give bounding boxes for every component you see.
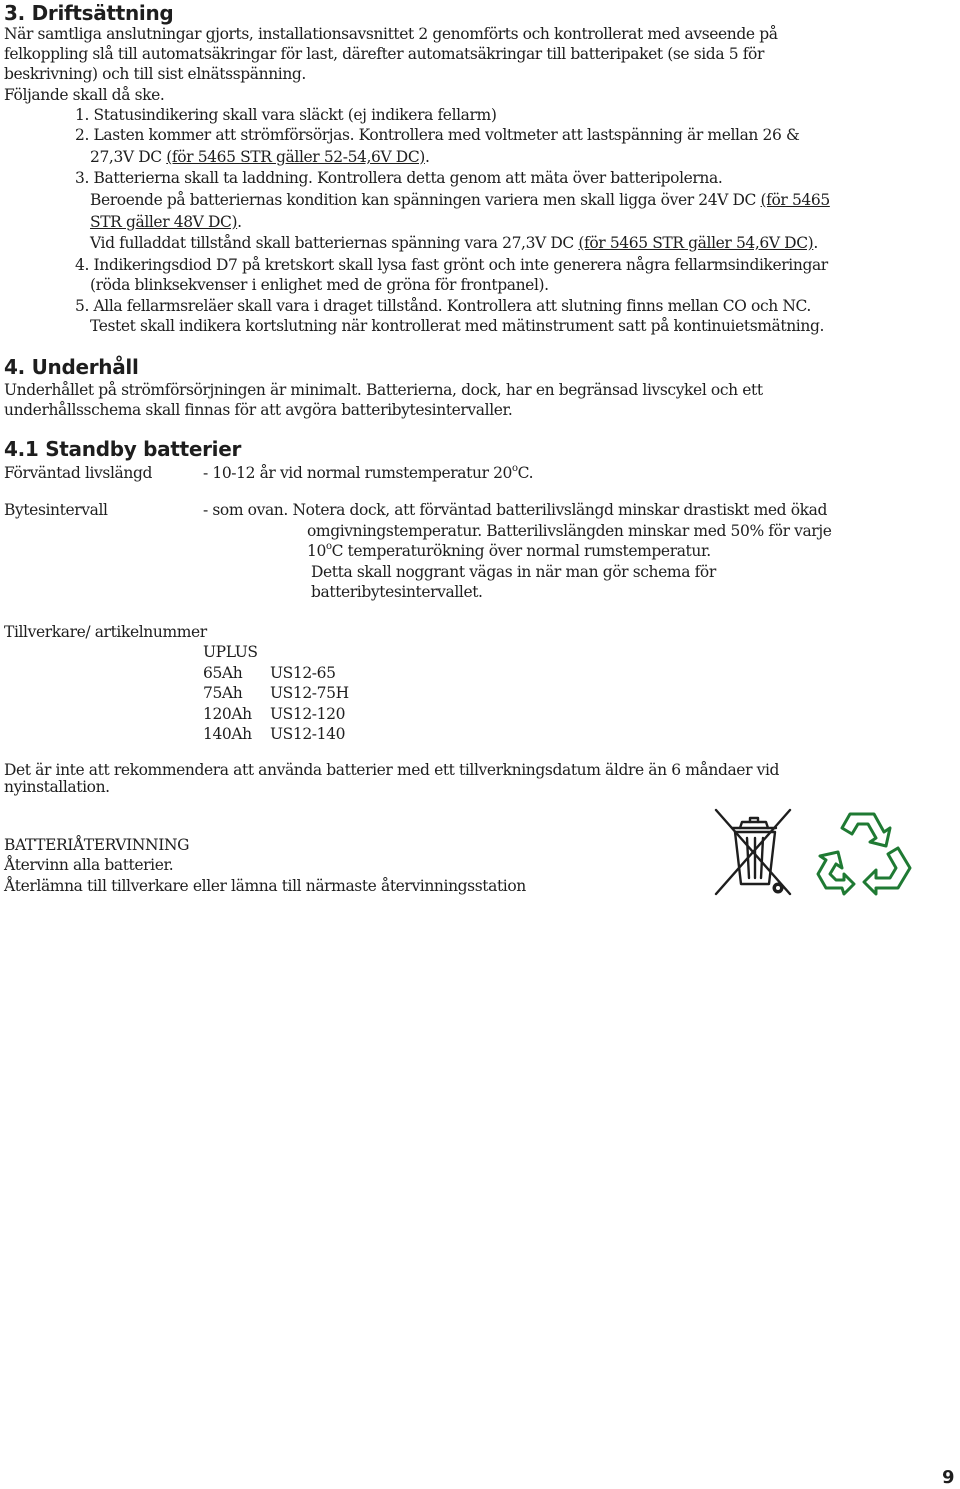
list-item-1: 1. Statusindikering skall vara släckt (ej indikera fellarm) <box>75 106 497 124</box>
interval-line-4: Detta skall noggrant vägas in när man gör schema för <box>311 563 716 581</box>
intro-line-3: beskrivning) och till sist elnätsspänning. <box>4 65 306 83</box>
interval-line-1: - som ovan. Notera dock, att förväntad batterilivslängd minskar drastiskt med ökad <box>203 501 828 519</box>
model-article: US12-65 <box>270 664 336 682</box>
intro-line-1: När samtliga anslutningar gjorts, installationsavsnittet 2 genomförts och kontrollerat med avseende på <box>4 25 778 43</box>
list-item-5-line-2: Testet skall indikera kortslutning när kontrollerat med mätinstrument satt på kontinuietsmätning. <box>90 317 824 335</box>
list-item-4-line-2: (röda blinksekvenser i enlighet med de gröna för frontpanel). <box>90 276 549 294</box>
model-article: US12-75H <box>270 684 349 702</box>
following-text: Följande skall då ske. <box>4 86 165 104</box>
list-item-2-line-2: 27,3V DC (för 5465 STR gäller 52-54,6V DC). <box>90 148 430 166</box>
recycling-line-2: Återlämna till tillverkare eller lämna till närmaste återvinningsstation <box>4 877 526 895</box>
recycling-title: BATTERIÅTERVINNING <box>4 836 190 854</box>
interval-label: Bytesintervall <box>4 501 108 519</box>
intro-line-2: felkoppling slå till automatsäkringar för last, därefter automatsäkringar till batteripaket (se sida 5 för <box>4 45 764 63</box>
model-capacity: 120Ah <box>203 705 252 723</box>
model-capacity: 65Ah <box>203 664 243 682</box>
maintenance-line-1: Underhållet på strömförsörjningen är minimalt. Batterierna, dock, har en begränsad livscykel och ett <box>4 381 763 399</box>
list-item-3-line-4: Vid fulladdat tillstånd skall batteriernas spänning vara 27,3V DC (för 5465 STR gäller 54,6V DC). <box>90 234 818 252</box>
model-capacity: 140Ah <box>203 725 252 743</box>
maker-label: Tillverkare/ artikelnummer <box>4 623 207 641</box>
section-4-heading: 4. Underhåll <box>4 355 139 379</box>
recycle-icon <box>814 804 914 896</box>
section-3-heading: 3. Driftsättning <box>4 1 174 25</box>
interval-line-5: batteribytesintervallet. <box>311 583 483 601</box>
note-line-1: Det är inte att rekommendera att använda batterier med ett tillverkningsdatum äldre än 6 måndaer vid <box>4 761 780 779</box>
maintenance-line-2: underhållsschema skall finnas för att avgöra batteribytesintervaller. <box>4 401 513 419</box>
list-item-4-line-1: 4. Indikeringsdiod D7 på kretskort skall lysa fast grönt och inte generera några fellarmsindikeringar <box>75 256 828 274</box>
page-number: 9 <box>942 1467 955 1488</box>
note-line-2: nyinstallation. <box>4 778 110 796</box>
list-item-3-line-1: 3. Batterierna skall ta laddning. Kontrollera detta genom att mäta över batteripolerna. <box>75 169 723 187</box>
recycling-line-1: Återvinn alla batterier. <box>4 856 174 874</box>
life-label: Förväntad livslängd <box>4 464 152 482</box>
crossed-out-bin-icon <box>710 804 798 900</box>
life-value: - 10-12 år vid normal rumstemperatur 20$^o$C. <box>203 463 534 482</box>
model-capacity: 75Ah <box>203 684 243 702</box>
maker-name: UPLUS <box>203 643 258 661</box>
list-item-2-line-1: 2. Lasten kommer att strömförsörjas. Kontrollera med voltmeter att lastspänning är mellan 26 & <box>75 126 800 144</box>
interval-line-3: 10$^o$C temperaturökning över normal rumstemperatur. <box>307 541 711 560</box>
interval-line-2: omgivningstemperatur. Batterilivslängden minskar med 50% för varje <box>307 522 832 540</box>
list-item-3-line-3: STR gäller 48V DC). <box>90 213 242 231</box>
list-item-5-line-1: 5. Alla fellarmsreläer skall vara i draget tillstånd. Kontrollera att slutning finns mellan CO och NC. <box>75 297 811 315</box>
model-article: US12-140 <box>270 725 346 743</box>
list-item-3-line-2: Beroende på batteriernas kondition kan spänningen variera men skall ligga över 24V DC (för 5465 <box>90 191 830 209</box>
section-4-1-heading: 4.1 Standby batterier <box>4 437 242 461</box>
model-article: US12-120 <box>270 705 346 723</box>
